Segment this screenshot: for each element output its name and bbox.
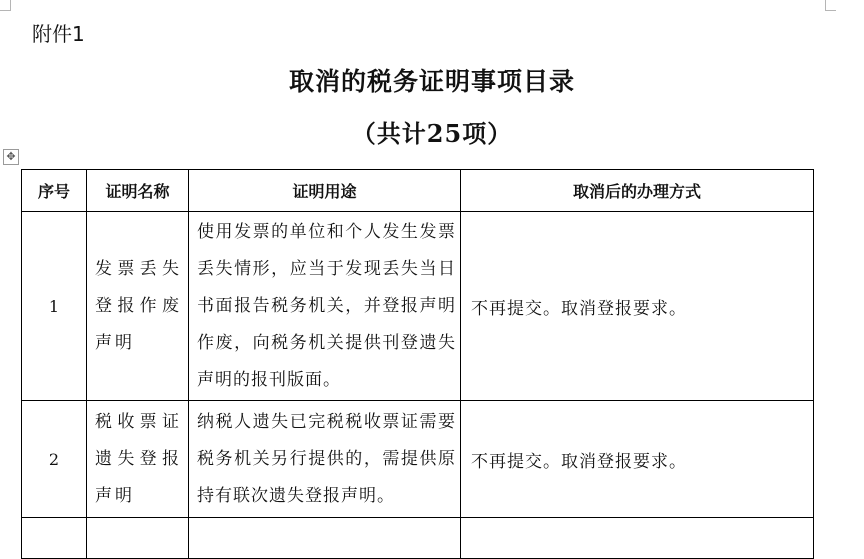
move-arrows-icon[interactable]: ✥ [3,149,19,165]
document-title: 取消的税务证明事项目录 [288,67,575,96]
row-certificate-name: 发票丢失登报作废声明 [87,212,189,401]
table-row [22,401,814,518]
row-cell-empty [22,518,87,559]
header-index: 序号 [22,170,87,212]
row-index: 1 [22,212,87,401]
row-handling: 不再提交。取消登报要求。 [461,401,814,518]
page-corner-mark-right [825,0,836,11]
row-certificate-name: 税收票证遗失登报声明 [87,401,189,518]
row-purpose: 纳税人遗失已完税税收票证需要税务机关另行提供的，需提供原持有联次遗失登报声明。 [189,401,461,518]
table-row [22,212,814,401]
header-certificate-name: 证明名称 [87,170,189,212]
attachment-label: 附件1 [32,22,85,46]
table-row-partial [22,518,814,559]
certification-items-table [21,169,814,559]
row-handling: 不再提交。取消登报要求。 [461,212,814,401]
page-corner-mark-left [0,0,11,11]
row-cell-empty [189,518,461,559]
header-handling: 取消后的办理方式 [461,170,814,212]
table-header-row [22,170,814,212]
row-purpose: 使用发票的单位和个人发生发票丢失情形，应当于发现丢失当日书面报告税务机关，并登报声明作废，向税务机关提供刊登遗失声明的报刊版面。 [189,212,461,401]
row-cell-empty [461,518,814,559]
header-purpose: 证明用途 [189,170,461,212]
row-index: 2 [22,401,87,518]
document-subtitle: （共计25项） [351,119,513,148]
row-cell-empty [87,518,189,559]
